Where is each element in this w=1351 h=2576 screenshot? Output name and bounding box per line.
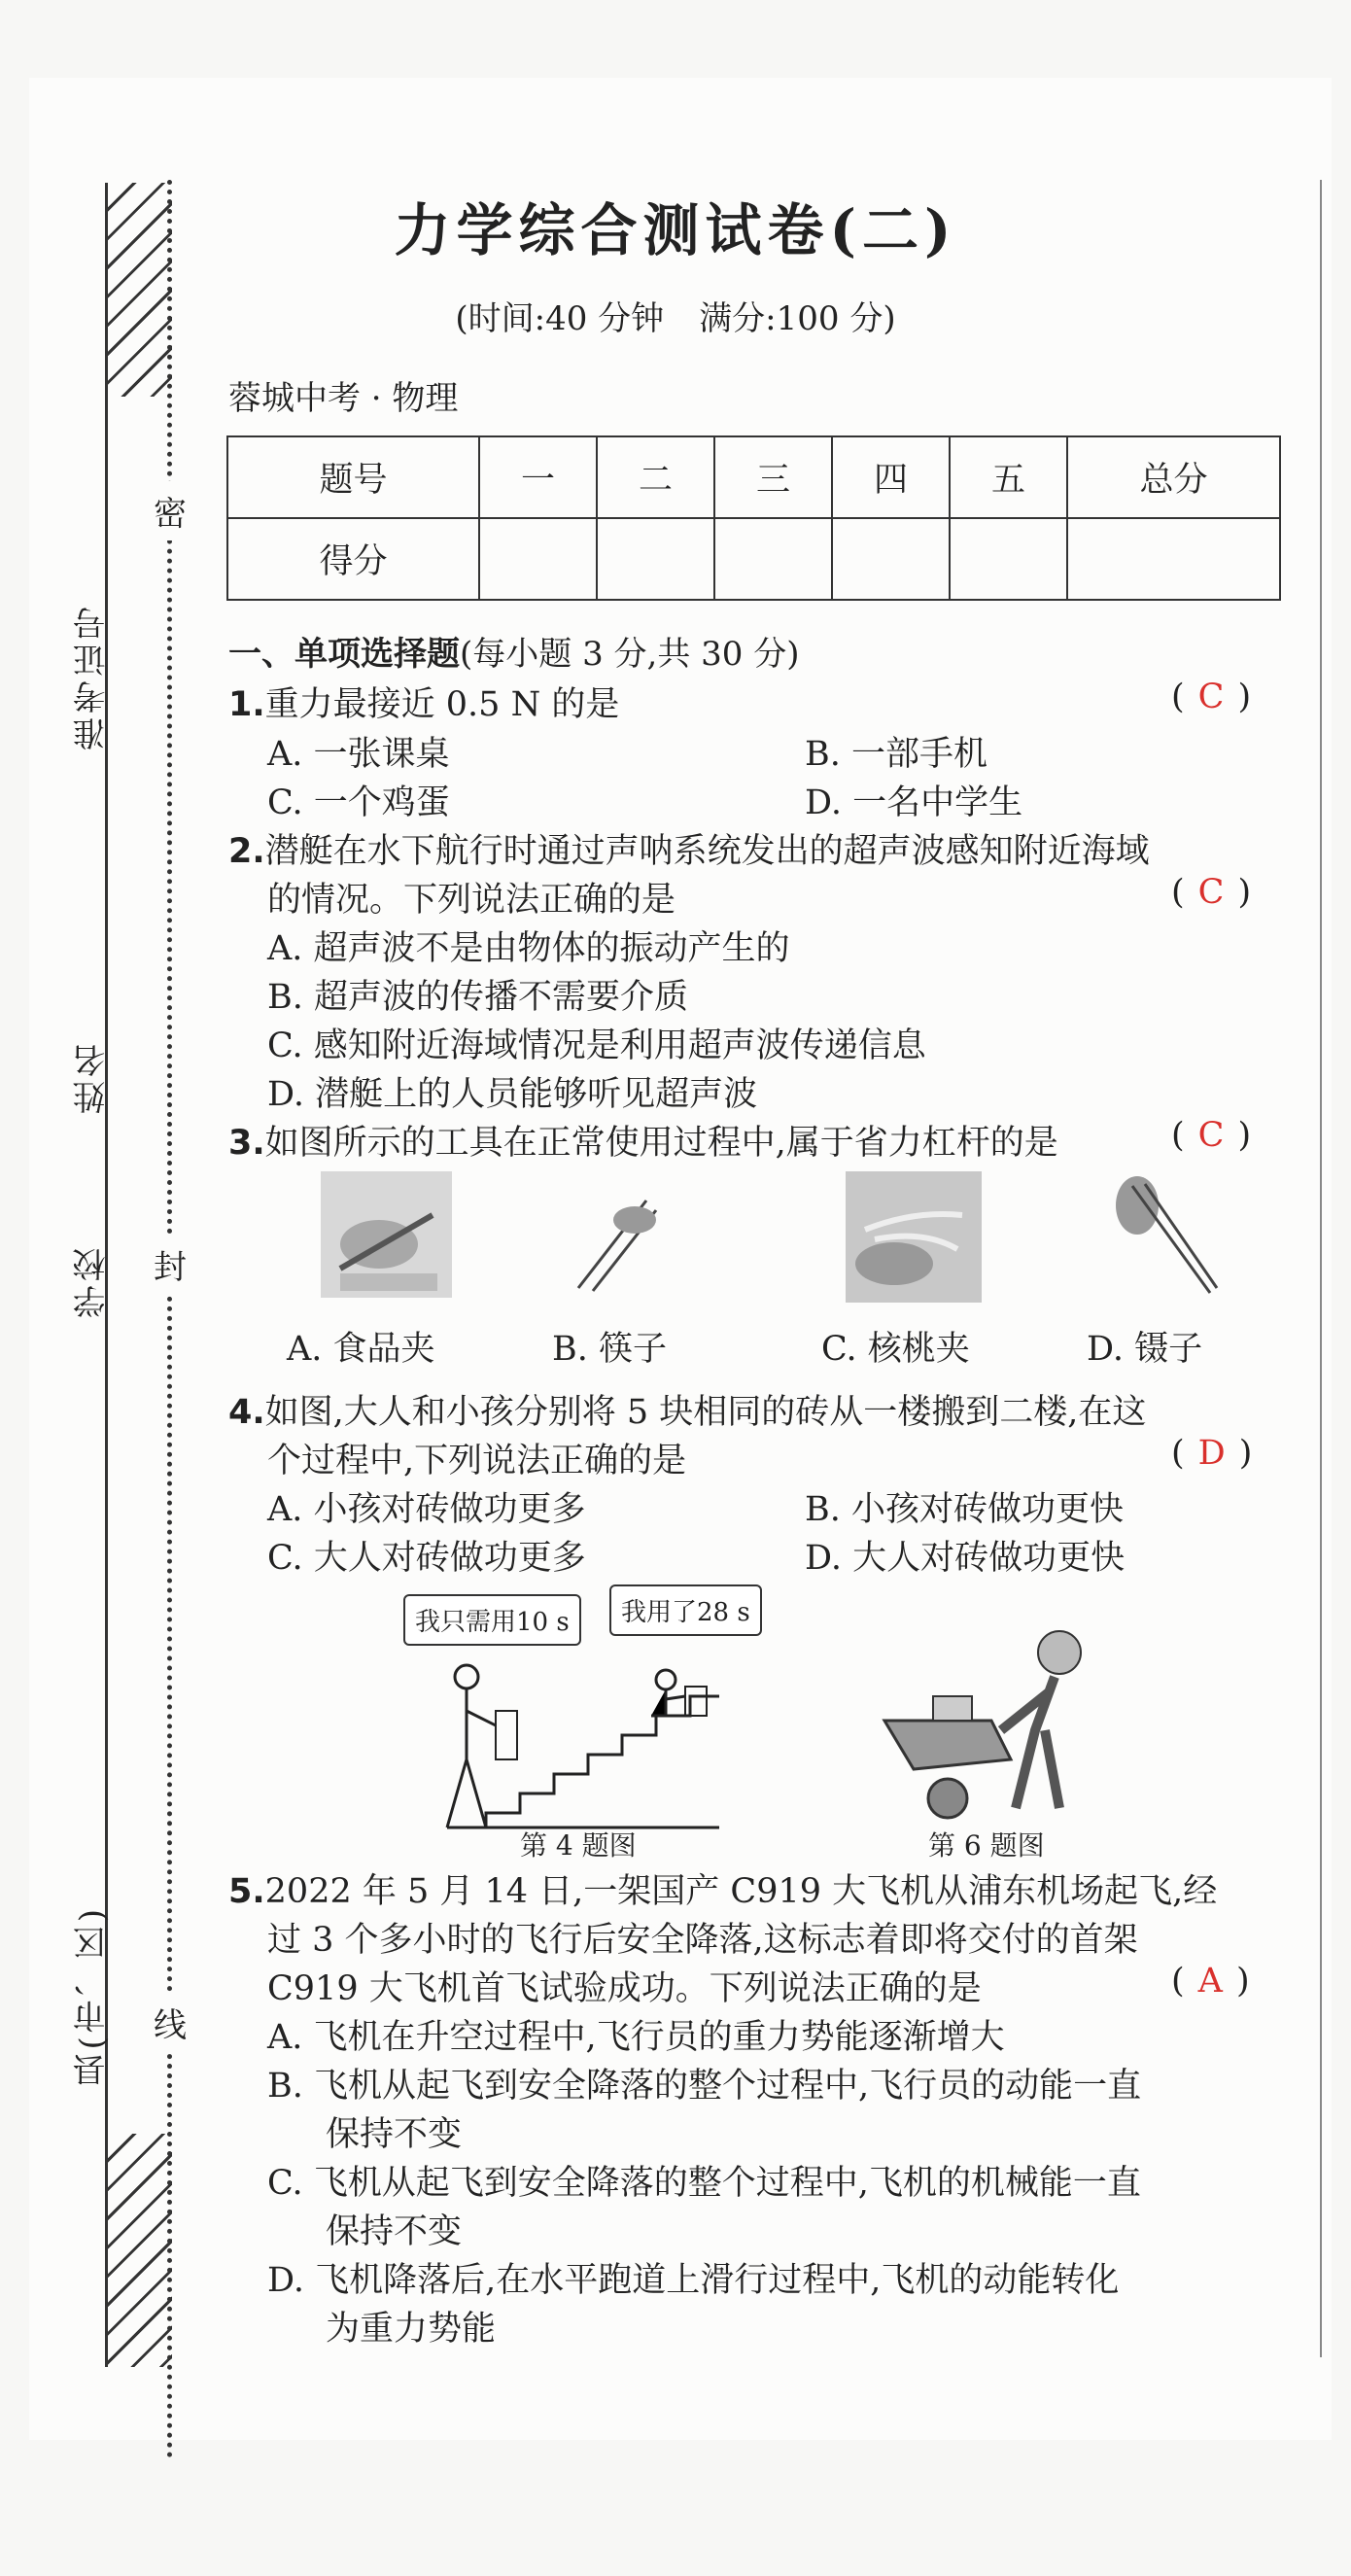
score-input-total[interactable] <box>1067 518 1280 600</box>
answer-letter: C <box>1197 678 1225 716</box>
question-number: 5. <box>228 1872 265 1911</box>
answer-3: ( C ) <box>1171 1116 1252 1155</box>
tweezers-image <box>1108 1166 1225 1303</box>
full-score: 满分:100 分) <box>699 299 896 338</box>
q4-option-a: A. 小孩对砖做功更多 <box>267 1490 586 1529</box>
nutcracker-image <box>846 1171 982 1303</box>
answer-2: ( C ) <box>1171 873 1252 912</box>
stairs-figure <box>428 1643 748 1832</box>
figure-6-caption: 第 6 题图 <box>928 1829 1045 1862</box>
score-table-header-row <box>227 436 1280 518</box>
score-input-1[interactable] <box>479 518 597 600</box>
question-number: 3. <box>228 1124 265 1163</box>
q3-option-d: D. 镊子 <box>1087 1330 1203 1369</box>
answer-1: ( C ) <box>1171 678 1252 716</box>
question-text-line1: 2022 年 5 月 14 日,一架国产 C919 大飞机从浦东机场起飞,经 <box>264 1872 1218 1911</box>
q5-option-b-cont: 保持不变 <box>326 2115 463 2154</box>
question-4 <box>228 1385 1146 1434</box>
speech-bubble-adult: 我只需用10 s <box>403 1594 581 1646</box>
q3-option-c: C. 核桃夹 <box>821 1330 970 1369</box>
score-input-3[interactable] <box>714 518 832 600</box>
field-label-school: 学校 <box>73 1244 112 1318</box>
cell-section-1: 一 <box>479 436 597 518</box>
question-number: 2. <box>228 832 265 871</box>
q3-option-b: B. 筷子 <box>552 1330 667 1369</box>
question-1 <box>228 678 619 726</box>
seal-word-mi: 密 <box>154 481 187 540</box>
question-5-line3: C919 大飞机首飞试验成功。下列说法正确的是 <box>267 1969 982 2008</box>
cell-section-2: 二 <box>597 436 714 518</box>
time-limit: (时间:40 分钟 <box>455 299 665 338</box>
figure-4-caption: 第 4 题图 <box>520 1829 637 1862</box>
q5-option-a: A. 飞机在升空过程中,飞行员的重力势能逐渐增大 <box>267 2018 1005 2057</box>
wheelbarrow-figure <box>875 1614 1113 1823</box>
q5-option-c-cont: 保持不变 <box>326 2212 463 2251</box>
question-2 <box>228 824 1150 873</box>
q5-option-c: C. 飞机从起飞到安全降落的整个过程中,飞机的机械能一直 <box>267 2164 1141 2203</box>
cell-section-4: 四 <box>832 436 950 518</box>
answer-letter: D <box>1197 1434 1226 1473</box>
section-note: (每小题 3 分,共 30 分) <box>460 635 800 674</box>
section-heading <box>228 627 799 675</box>
q5-option-d: D. 飞机降落后,在水平跑道上滑行过程中,飞机的动能转化 <box>267 2261 1120 2300</box>
seal-word-feng: 封 <box>154 1235 187 1294</box>
chopsticks-image <box>559 1176 676 1298</box>
field-label-exam-number: 准考证号 <box>73 603 112 750</box>
score-table-score-row <box>227 518 1280 600</box>
question-number: 1. <box>228 685 265 724</box>
q5-option-b: B. 飞机从起飞到安全降落的整个过程中,飞行员的动能一直 <box>267 2067 1142 2106</box>
q4-option-d: D. 大人对砖做功更快 <box>805 1539 1126 1578</box>
q1-option-d: D. 一名中学生 <box>805 783 1023 822</box>
answer-letter: C <box>1197 873 1225 912</box>
answer-letter: C <box>1197 1116 1225 1155</box>
score-input-5[interactable] <box>950 518 1067 600</box>
q5-option-d-cont: 为重力势能 <box>326 2310 497 2349</box>
series-label: 蓉城中考 · 物理 <box>228 379 459 418</box>
q4-option-b: B. 小孩对砖做功更快 <box>805 1490 1124 1529</box>
section-title: 一、单项选择题 <box>228 635 460 674</box>
question-5-line2: 过 3 个多小时的飞行后安全降落,这标志着即将交付的首架 <box>267 1921 1138 1960</box>
cell-section-5: 五 <box>950 436 1067 518</box>
cell-total: 总分 <box>1067 436 1280 518</box>
answer-5: ( A ) <box>1171 1962 1250 2001</box>
food-tongs-image <box>321 1171 452 1298</box>
q2-option-a: A. 超声波不是由物体的振动产生的 <box>267 929 790 968</box>
q2-option-b: B. 超声波的传播不需要介质 <box>267 978 688 1017</box>
question-4-cont: 个过程中,下列说法正确的是 <box>267 1442 687 1480</box>
q1-option-a: A. 一张课桌 <box>267 735 450 774</box>
question-2-cont: 的情况。下列说法正确的是 <box>267 881 676 920</box>
cell-section-3: 三 <box>714 436 832 518</box>
q4-option-c: C. 大人对砖做功更多 <box>267 1539 586 1578</box>
q1-option-b: B. 一部手机 <box>805 735 987 774</box>
question-number: 4. <box>228 1393 265 1432</box>
question-text-line1: 潜艇在水下航行时通过声呐系统发出的超声波感知附近海域 <box>264 832 1150 871</box>
field-label-name: 姓名 <box>73 1040 112 1114</box>
right-border-rule <box>1320 180 1322 2357</box>
exam-info <box>0 292 1351 339</box>
margin-hatch-bottom <box>105 2134 172 2367</box>
speech-bubble-child: 我用了28 s <box>609 1584 762 1636</box>
score-table <box>226 435 1281 601</box>
question-text-line1: 如图,大人和小孩分别将 5 块相同的砖从一楼搬到二楼,在这 <box>264 1393 1147 1432</box>
cell-score-label: 得分 <box>227 518 479 600</box>
q2-option-d: D. 潜艇上的人员能够听见超声波 <box>267 1075 758 1114</box>
question-text: 重力最接近 0.5 N 的是 <box>264 685 620 724</box>
q1-option-c: C. 一个鸡蛋 <box>267 783 450 822</box>
q3-option-a: A. 食品夹 <box>287 1330 435 1369</box>
answer-4: ( D ) <box>1171 1434 1253 1473</box>
q2-option-c: C. 感知附近海域情况是利用超声波传递信息 <box>267 1027 926 1065</box>
page-title: 力学综合测试卷(二) <box>394 197 957 263</box>
answer-letter: A <box>1197 1962 1223 2001</box>
field-label-county: 县(市、区) <box>73 1905 112 2087</box>
seal-word-xian: 线 <box>154 1993 187 2052</box>
question-5 <box>228 1864 1217 1913</box>
cell-label: 题号 <box>227 436 479 518</box>
question-3 <box>228 1116 1058 1165</box>
score-input-4[interactable] <box>832 518 950 600</box>
question-text: 如图所示的工具在正常使用过程中,属于省力杠杆的是 <box>264 1124 1058 1163</box>
score-input-2[interactable] <box>597 518 714 600</box>
